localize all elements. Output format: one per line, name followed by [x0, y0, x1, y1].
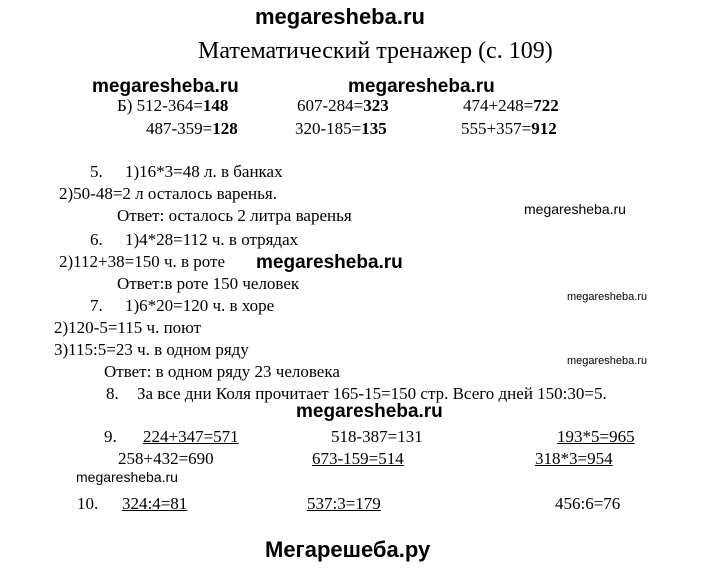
- section-b-row2-col2: 320-185=135: [295, 119, 387, 138]
- task9-row2-col3: 318*3=954: [535, 449, 613, 468]
- watermark-right-1: megaresheba.ru: [524, 201, 626, 217]
- task5-number: 5.: [90, 162, 103, 181]
- page-title: Математический тренажер (с. 109): [198, 38, 553, 64]
- task9-row2-col2: 673-159=514: [312, 449, 404, 468]
- watermark-bottom: Мегарешеба.ру: [265, 537, 431, 562]
- task7-answer: Ответ: в одном ряду 23 человека: [104, 362, 340, 381]
- section-b-row2-col3: 555+357=912: [461, 119, 557, 138]
- section-b-row2-col1: 487-359=128: [146, 119, 238, 138]
- task9-row2-col1: 258+432=690: [118, 449, 214, 468]
- task8-text: За все дни Коля прочитает 165-15=150 стр. Всего дней 150:30=5.: [137, 384, 607, 403]
- task6-line2: 2)112+38=150 ч. в роте: [59, 252, 226, 271]
- task5-answer: Ответ: осталось 2 литра варенья: [117, 206, 352, 225]
- watermark-left-1: megaresheba.ru: [92, 76, 239, 97]
- watermark-right-2: megaresheba.ru: [567, 291, 648, 303]
- watermark-center-1: megaresheba.ru: [348, 76, 495, 97]
- watermark-left-2: megaresheba.ru: [76, 469, 178, 485]
- section-b-row1-col3: 474+248=722: [463, 96, 559, 115]
- task6-number: 6.: [90, 230, 103, 249]
- task10-number: 10.: [77, 494, 99, 513]
- task9-row1-col3: 193*5=965: [557, 427, 635, 446]
- task7-line2: 2)120-5=115 ч. поют: [54, 318, 202, 337]
- task8-number: 8.: [106, 384, 119, 403]
- task7-number: 7.: [90, 296, 103, 315]
- section-b-row1-col2: 607-284=323: [297, 96, 389, 115]
- task10-col3: 456:6=76: [555, 494, 621, 513]
- task7-line3: 3)115:5=23 ч. в одном ряду: [54, 340, 249, 359]
- watermark-center-3: megaresheba.ru: [296, 401, 443, 422]
- task10-col1: 324:4=81: [122, 494, 188, 513]
- task9-number: 9.: [104, 427, 117, 446]
- task9-row1-col1: 224+347=571: [143, 427, 239, 446]
- task10-col2: 537:3=179: [307, 494, 381, 513]
- watermark-right-3: megaresheba.ru: [567, 355, 648, 367]
- task5-line1: 1)16*3=48 л. в банках: [125, 162, 283, 181]
- watermark-center-2: megaresheba.ru: [256, 252, 403, 273]
- watermark-top: megaresheba.ru: [255, 4, 425, 29]
- task6-answer: Ответ:в роте 150 человек: [117, 274, 300, 293]
- task7-line1: 1)6*20=120 ч. в хоре: [125, 296, 275, 315]
- task6-line1: 1)4*28=112 ч. в отрядах: [125, 230, 299, 249]
- task5-line2: 2)50-48=2 л осталось варенья.: [59, 184, 277, 203]
- section-b-row1-col1: Б) 512-364=148: [117, 96, 229, 115]
- task9-row1-col2: 518-387=131: [331, 427, 423, 446]
